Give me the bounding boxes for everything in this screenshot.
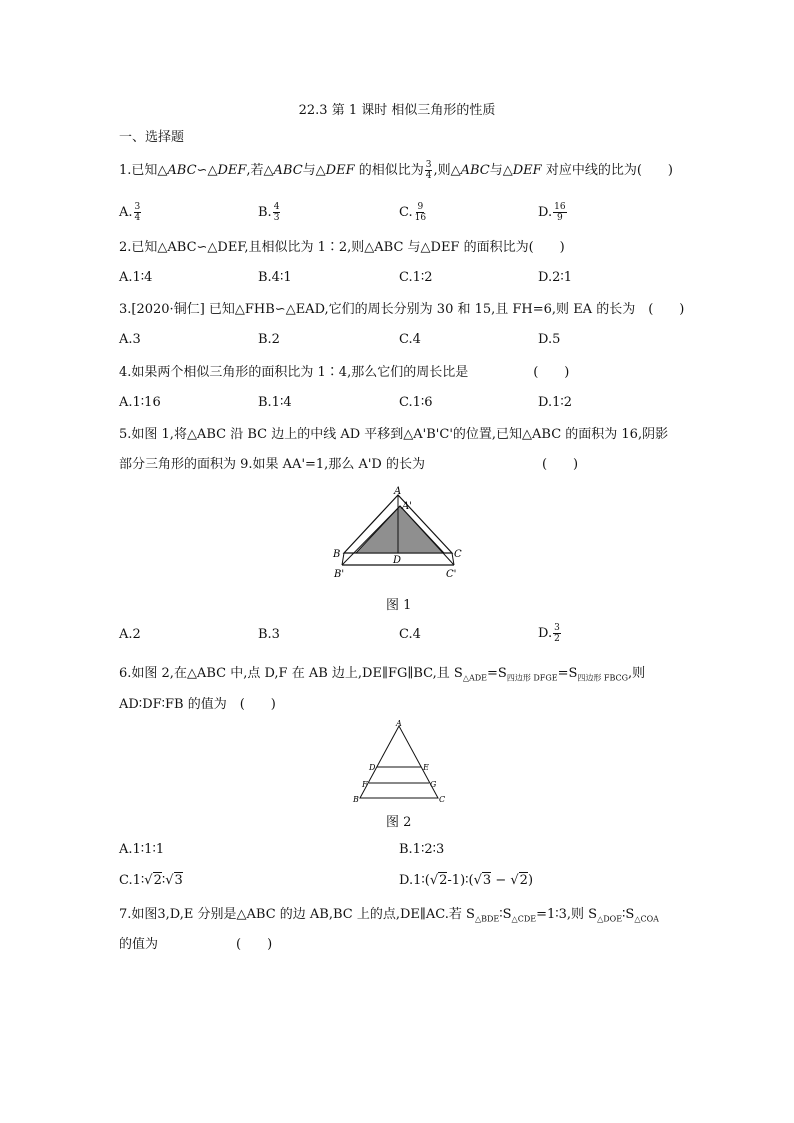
question-3: 3.[2020·铜仁] 已知△FHB∽△EAD,它们的周长分别为 30 和 15,且 FH=6,则 EA 的长为 ( ) xyxy=(119,302,685,317)
option-d[interactable]: D.2∶1 xyxy=(538,270,573,285)
q3-options xyxy=(119,332,719,356)
label-a: A xyxy=(394,486,402,497)
option-c[interactable]: C.4 xyxy=(399,627,421,642)
figure-2-caption: 图 2 xyxy=(386,815,412,830)
option-a[interactable]: A.1∶4 xyxy=(119,270,153,285)
figure-1 xyxy=(330,483,470,583)
label-g: G xyxy=(430,780,437,789)
option-d[interactable]: D.5 xyxy=(538,332,561,347)
q6-options-row-2 xyxy=(119,872,719,896)
fraction: $\frac{3}{4}$ xyxy=(425,160,432,181)
option-b[interactable]: B.3 xyxy=(258,627,280,642)
option-a[interactable]: A.1∶16 xyxy=(119,395,161,410)
label-a-prime: A' xyxy=(402,501,412,512)
question-4: 4.如果两个相似三角形的面积比为 1∶4,那么它们的周长比是 ( ) xyxy=(119,365,570,380)
label-b: B xyxy=(353,795,359,804)
label-b: B xyxy=(333,549,341,560)
label-c: C xyxy=(454,549,462,560)
label-a: A xyxy=(396,719,402,728)
question-6-line-1: 6.如图 2,在△ABC 中,点 D,F 在 AB 边上,DE∥FG∥BC,且 $S_{\triangle ADE}=S_{四边形 DFGE}=S_{四边形 FBCG}$,则 xyxy=(119,666,646,683)
option-c[interactable]: C. $\frac{9}{16}$ xyxy=(399,202,427,223)
option-b[interactable]: B.4∶1 xyxy=(258,270,292,285)
q4-options xyxy=(119,395,719,419)
option-d[interactable]: D. $\frac{3}{2}$ xyxy=(538,623,560,644)
option-a[interactable]: A.3 xyxy=(119,332,141,347)
option-b[interactable]: B.1∶4 xyxy=(258,395,292,410)
label-f: F xyxy=(362,780,368,789)
question-7-line-1: 7.如图3,D,E 分别是△ABC 的边 AB,BC 上的点,DE∥AC.若 $S_{\triangle BDE}∶S_{\triangle CDE}=1∶3$,则 $S_{\triangle DOE}∶S_{\triangle COA}$ xyxy=(119,907,659,924)
question-5-line-1: 5.如图 1,将△ABC 沿 BC 边上的中线 AD 平移到△A'B'C'的位置,已知△ABC 的面积为 16,阴影 xyxy=(119,427,669,442)
q6-options-row-1 xyxy=(119,842,719,866)
question-5-line-2: 部分三角形的面积为 9.如果 AA'=1,那么 A'D 的长为 ( ) xyxy=(119,457,579,472)
label-c-prime: C' xyxy=(446,569,457,580)
figure-2 xyxy=(350,718,450,806)
option-c[interactable]: C.1∶2 xyxy=(399,270,433,285)
label-d: D xyxy=(393,555,402,566)
figure-1-caption: 图 1 xyxy=(386,598,412,613)
label-c: C xyxy=(439,795,446,804)
q1-options xyxy=(119,202,719,226)
option-b[interactable]: B. $\frac{4}{3}$ xyxy=(258,202,280,223)
option-b[interactable]: B.1∶2∶3 xyxy=(399,842,445,857)
option-c[interactable]: C.1∶6 xyxy=(399,395,433,410)
option-c[interactable]: C.1∶√2∶√3 xyxy=(119,873,183,888)
option-a[interactable]: A. $\frac{3}{4}$ xyxy=(119,202,141,223)
q5-options xyxy=(119,623,719,651)
page-title: 22.3 第 1 课时 相似三角形的性质 xyxy=(298,103,496,118)
question-7-line-2: 的值为 ( ) xyxy=(119,937,273,952)
option-a[interactable]: A.1∶1∶1 xyxy=(119,842,165,857)
question-1: 1.已知△ABC∽△DEF,若△ABC与△DEF 的相似比为 $\frac{3}{4}$ ,则△ABC与△DEF 对应中线的比为( ) xyxy=(119,160,673,181)
option-d[interactable]: D.1∶2 xyxy=(538,395,573,410)
option-d[interactable]: D. $\frac{16}{9}$ xyxy=(538,202,566,223)
section-heading: 一、选择题 xyxy=(119,130,185,145)
option-d[interactable]: D.1∶(√2-1)∶(√3 − √2) xyxy=(399,873,534,888)
q2-options xyxy=(119,270,719,294)
label-d: D xyxy=(369,763,376,772)
question-6-line-2: AD∶DF∶FB 的值为 ( ) xyxy=(119,697,276,712)
option-b[interactable]: B.2 xyxy=(258,332,280,347)
label-b-prime: B' xyxy=(334,569,345,580)
label-e: E xyxy=(423,763,429,772)
question-2: 2.已知△ABC∽△DEF,且相似比为 1∶2,则△ABC 与△DEF 的面积比为( ) xyxy=(119,240,565,255)
option-c[interactable]: C.4 xyxy=(399,332,421,347)
option-a[interactable]: A.2 xyxy=(119,627,141,642)
